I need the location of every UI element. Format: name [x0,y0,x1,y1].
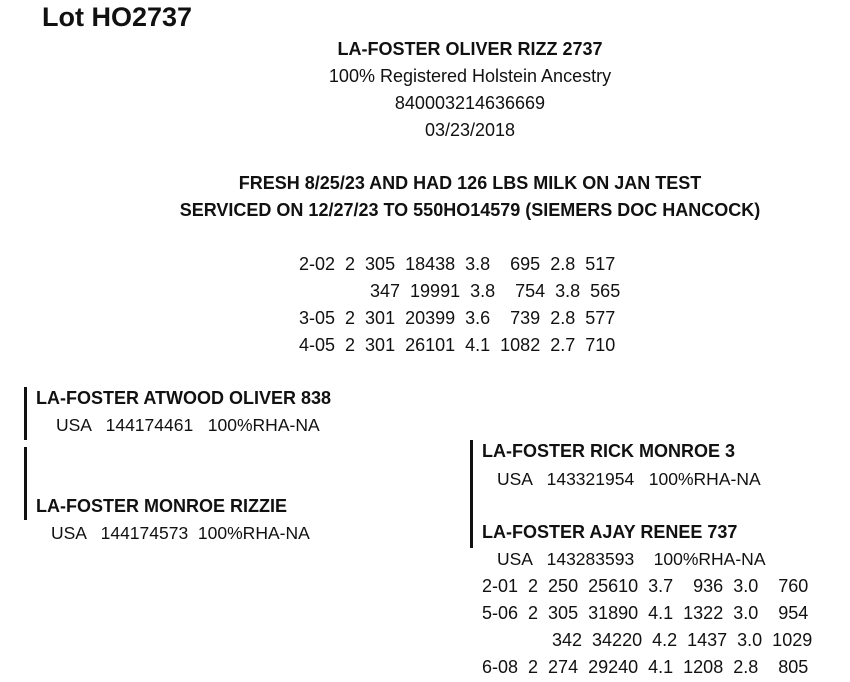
birth-date: 03/23/2018 [424,120,516,140]
lot-number: Lot HO2737 [42,2,193,32]
pedigree-bracket [24,447,27,520]
granddam-record: 6-08 2 274 29240 4.1 1208 2.8 805 [482,657,809,677]
maternal-grandsire-name: LA-FOSTER RICK MONROE 3 [482,441,736,461]
service-note: SERVICED ON 12/27/23 TO 550HO14579 (SIEMERS DOC HANCOCK) [179,200,761,220]
production-record: 347 19991 3.8 754 3.8 565 [370,281,621,301]
maternal-pedigree-bracket [470,440,473,548]
dam-name: LA-FOSTER MONROE RIZZIE [36,496,287,516]
pedigree-bracket [24,387,27,440]
sire-name: LA-FOSTER ATWOOD OLIVER 838 [36,388,332,408]
granddam-record: 342 34220 4.2 1437 3.0 1029 [552,630,813,650]
sire-registration: USA 144174461 100%RHA-NA [56,415,320,435]
production-record: 3-05 2 301 20399 3.6 739 2.8 577 [299,308,616,328]
maternal-granddam-name: LA-FOSTER AJAY RENEE 737 [482,522,738,542]
granddam-record: 2-01 2 250 25610 3.7 936 3.0 760 [482,576,809,596]
fresh-note: FRESH 8/25/23 AND HAD 126 LBS MILK ON JAN TEST [238,173,702,193]
production-record: 4-05 2 301 26101 4.1 1082 2.7 710 [299,335,616,355]
animal-name: LA-FOSTER OLIVER RIZZ 2737 [337,39,603,59]
granddam-record: 5-06 2 305 31890 4.1 1322 3.0 954 [482,603,809,623]
dam-registration: USA 144174573 100%RHA-NA [51,523,310,543]
ancestry-line: 100% Registered Holstein Ancestry [328,66,612,86]
maternal-granddam-registration: USA 143283593 100%RHA-NA [497,549,766,569]
maternal-grandsire-registration: USA 143321954 100%RHA-NA [497,469,761,489]
production-record: 2-02 2 305 18438 3.8 695 2.8 517 [299,254,616,274]
animal-id: 840003214636669 [394,93,546,113]
